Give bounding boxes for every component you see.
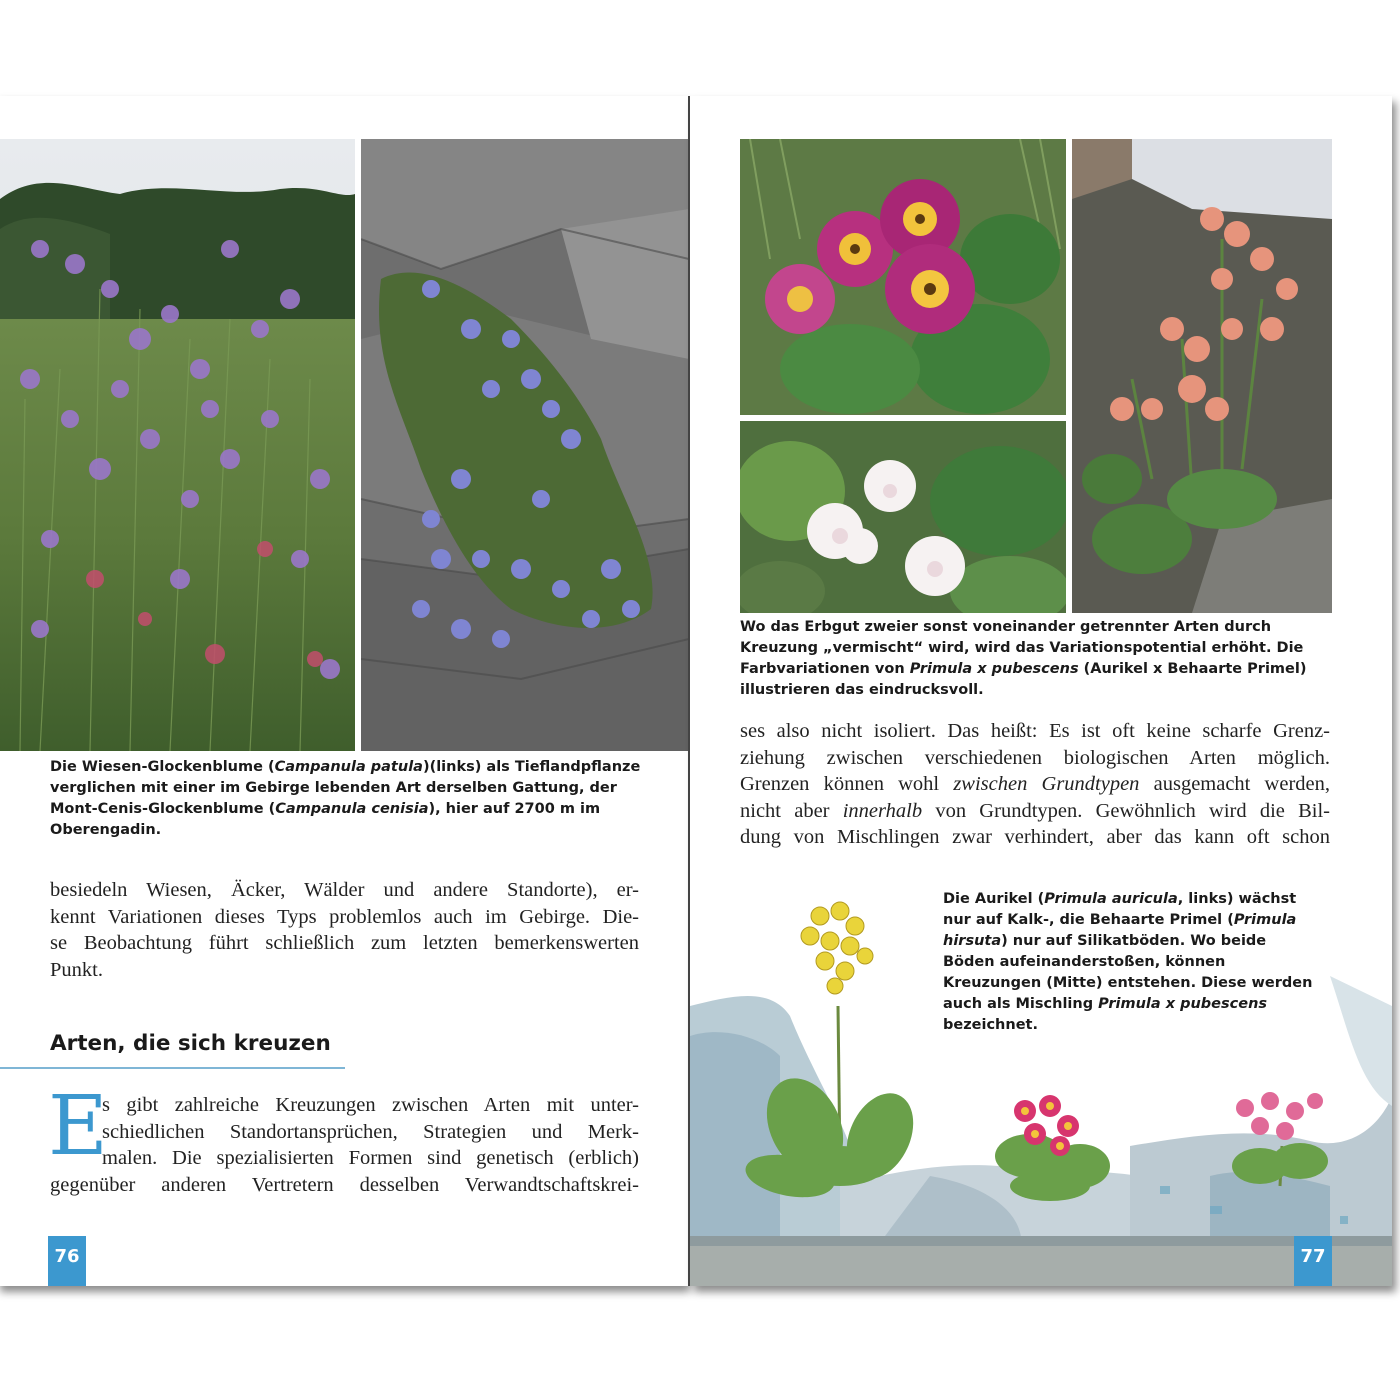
left-page bbox=[0, 96, 690, 1286]
section-heading: Arten, die sich kreuzen bbox=[50, 1031, 331, 1056]
book-spine bbox=[688, 96, 690, 1286]
body-text-continued: besiedeln Wiesen, Äcker, Wälder und andere Standorte), er- kennt Variationen dieses Typs problemlos auch im Gebirge. Die- se Beobachtung führt schließlich zum letzten bemerkenswerten Punkt. bbox=[50, 879, 639, 981]
heading-underline bbox=[0, 1067, 345, 1069]
photo-primula-purple bbox=[740, 139, 1066, 415]
body-text-right: ses also nicht isoliert. Das heißt: Es ist oft keine scharfe Grenz- ziehung zwischen verschiedenen biologischen Arten möglich. Grenzen können wohl zwischen Grundtypen ausgemacht werden, nicht aber innerhalb von Grundtypen. Gewöhnlich wird die Bil- dung von Mischlingen zwar verhindert, aber das kann oft schon bbox=[740, 720, 1331, 848]
body-text-intro: s gibt zahlreiche Kreuzungen zwischen Arten mit unter- schiedlichen Standortansprüchen, Strategien und Merk- bbox=[102, 1094, 639, 1143]
photo-caption-left: Die Wiesen-Glockenblume (Campanula patula)(links) als Tieflandpflanze verglichen mit einer im Gebirge lebenden Art derselben Gattung, der Mont-Cenis-Glockenblume (Campanula cenisia), hier auf 2700 m im Oberengadin. bbox=[50, 759, 641, 838]
page-number-right: 77 bbox=[1294, 1236, 1332, 1286]
illustration-caption: Die Aurikel (Primula auricula, links) wächst nur auf Kalk-, die Behaarte Primel (Primula hirsuta) nur auf Silikatböden. Wo beide Böden aufeinanderstoßen, können Kreuzungen (Mitte) entstehen. Diese werden auch als Mischling Primula x pubescens bezeichnet. bbox=[943, 891, 1313, 1033]
photo-primula-pink bbox=[1072, 139, 1332, 613]
photo-campanula-patula bbox=[0, 139, 355, 751]
photo-campanula-cenisia bbox=[361, 139, 689, 751]
body-text-intro-continued: malen. Die spezialisierten Formen sind genetisch (erblich) gegenüber anderen Vertretern desselben Verwandtschaftskrei- bbox=[50, 1147, 639, 1196]
drop-cap: E bbox=[48, 1079, 108, 1174]
right-page bbox=[690, 96, 1392, 1286]
photo-primula-white bbox=[740, 421, 1066, 613]
photo-caption-right: Wo das Erbgut zweier sonst voneinander getrennter Arten durch Kreuzung „vermischt“ wird, wird das Variationspotential erhöht. Die Farbvariationen von Primula x pubescens (Aurikel x Behaarte Primel) illustrieren das eindrucksvoll. bbox=[740, 619, 1307, 698]
page-number-left: 76 bbox=[48, 1236, 86, 1286]
